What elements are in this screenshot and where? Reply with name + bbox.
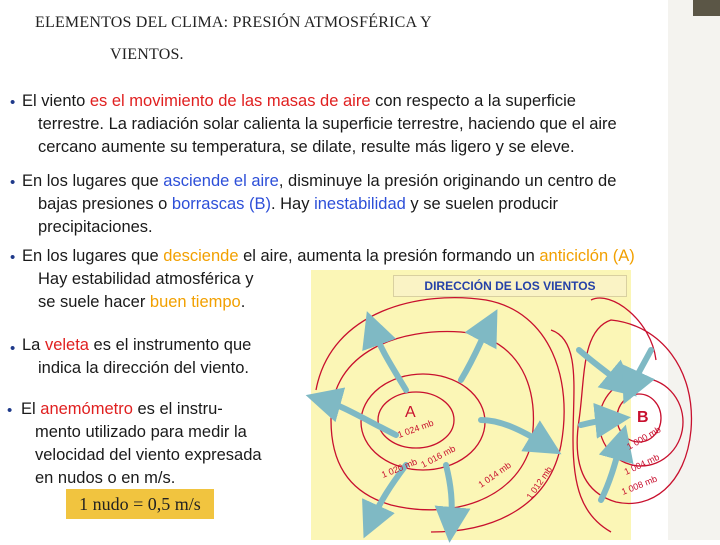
isobar-diagram xyxy=(311,270,663,540)
label-anticiclon: A xyxy=(405,404,416,421)
p3-line2: Hay estabilidad atmosférica y xyxy=(38,270,254,288)
p5-line1: El anemómetro es el instru- xyxy=(21,400,223,418)
paragraph-veleta xyxy=(22,334,294,380)
p5-line4: en nudos o en m/s. xyxy=(35,469,176,487)
p1-line3: cercano aumente su temperatura, se dilate, resulte más ligero y se eleve. xyxy=(38,138,575,156)
paragraph-viento xyxy=(22,90,707,159)
wind-arrows xyxy=(323,325,651,525)
isobar-label-1004: 1 004 mb xyxy=(622,451,661,477)
p1-line1: El viento es el movimiento de las masas de aire con respecto a la superficie xyxy=(22,92,576,110)
isobar-label-1008: 1 008 mb xyxy=(620,473,659,497)
p4-line2: indica la dirección del viento. xyxy=(38,359,249,377)
label-borrasca: B xyxy=(637,409,649,426)
p2-line3: precipitaciones. xyxy=(38,218,153,236)
wind-arrow-10 xyxy=(581,419,613,425)
p2-line2: bajas presiones o borrascas (B). Hay inestabilidad y se suelen producir xyxy=(38,195,559,213)
bullet-1: • xyxy=(10,94,16,111)
p5-line2: mento utilizado para medir la xyxy=(35,423,247,441)
map-title: DIRECCIÓN DE LOS VIENTOS xyxy=(393,275,627,297)
bullet-2: • xyxy=(10,174,16,191)
isobar-label-1000: 1 000 mb xyxy=(625,424,663,452)
wind-arrow-2 xyxy=(461,325,489,380)
wind-arrow-7 xyxy=(579,350,623,385)
title-line-1: ELEMENTOS DEL CLIMA: PRESIÓN ATMOSFÉRICA Y xyxy=(35,14,432,31)
p1-line2: terrestre. La radiación solar calienta la superficie terrestre, haciendo que el aire xyxy=(38,115,617,133)
wind-arrow-6 xyxy=(481,420,546,445)
wind-arrow-3 xyxy=(323,400,396,435)
isobar-label-1014: 1 014 mb xyxy=(476,459,513,490)
paragraph-borrascas xyxy=(22,170,707,239)
p3-line1: En los lugares que desciende el aire, aumenta la presión formando un anticiclón (A) xyxy=(22,247,635,265)
p4-line1: La veleta es el instrumento que xyxy=(22,336,252,354)
wind-arrow-5 xyxy=(446,465,452,525)
bullet-4: • xyxy=(10,340,16,357)
isobar-a-1 xyxy=(378,392,454,448)
bullet-5: • xyxy=(7,402,13,419)
p3-line3: se suele hacer buen tiempo. xyxy=(38,293,246,311)
wind-arrow-9 xyxy=(601,442,621,500)
p2-line1: En los lugares que asciende el aire, disminuye la presión originando un centro de xyxy=(22,172,617,190)
corner-square xyxy=(693,0,720,16)
wind-arrow-8 xyxy=(631,350,651,388)
isobar-label-1020: 1 020 mb xyxy=(380,456,419,480)
wind-direction-map xyxy=(311,270,663,540)
p5-line3: velocidad del viento expresada xyxy=(35,446,262,464)
title-line-2: VIENTOS. xyxy=(110,46,184,63)
nudo-conversion-box: 1 nudo = 0,5 m/s xyxy=(66,489,214,519)
bullet-3: • xyxy=(10,249,16,266)
isobar-label-1016: 1 016 mb xyxy=(419,443,458,470)
isobar-label-1012: 1 012 mb xyxy=(524,464,555,502)
isobar-label-1024: 1 024 mb xyxy=(396,417,435,440)
paragraph-anemometro xyxy=(21,398,294,490)
